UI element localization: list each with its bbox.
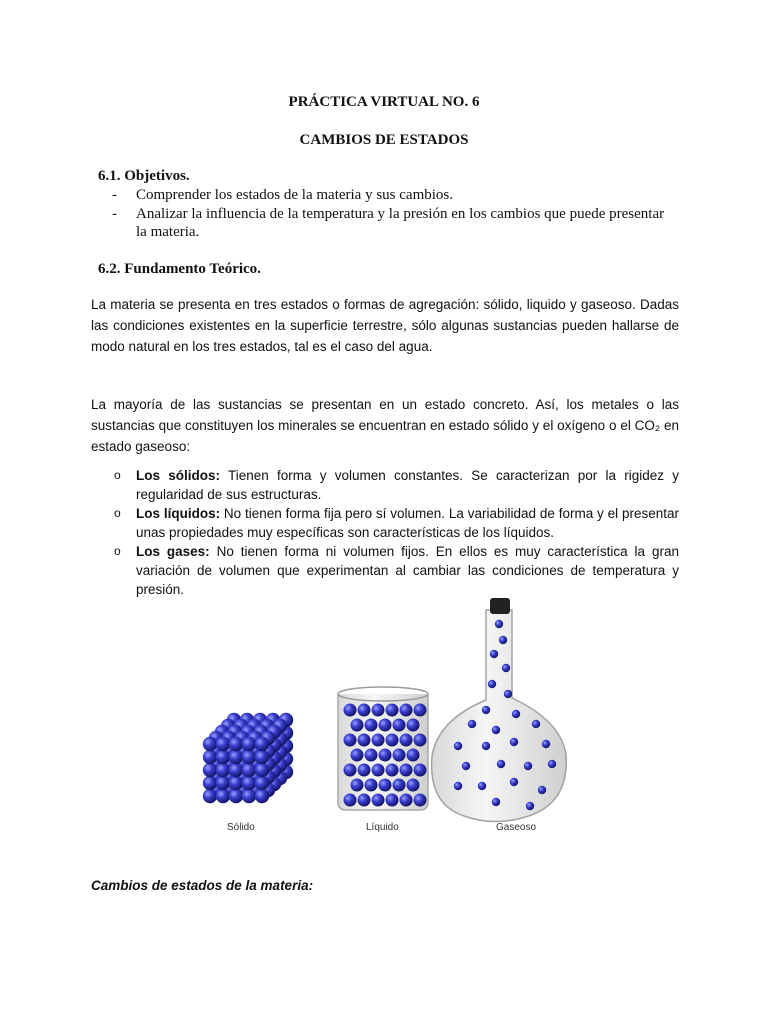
particle <box>216 737 230 751</box>
particle <box>203 789 217 803</box>
particle <box>372 734 385 747</box>
states-of-matter-illustration <box>196 596 576 836</box>
theory-paragraph: La materia se presenta en tres estados o formas de agregación: sólido, liquido y gaseoso. Dadas las condiciones existentes en la superficie terrestre, sólo algunas sustancias pueden hallarse de modo natural en los tres estados, tal es el caso del agua. <box>91 297 679 354</box>
particle <box>242 763 256 777</box>
objectives-heading: 6.1. Objetivos. <box>98 168 190 184</box>
bullet-text: No tienen forma ni volumen fijos. En ellos es muy característica la gran variación de volumen que experimentan al cambiar las condiciones de temperatura y presión. <box>136 544 679 597</box>
particle <box>255 789 269 803</box>
bullet-term: Los gases: <box>136 544 210 559</box>
objective-text: Comprender los estados de la materia y sus cambios. <box>136 187 454 203</box>
particle <box>242 750 256 764</box>
particle <box>358 794 371 807</box>
particle <box>216 789 230 803</box>
particle <box>203 737 217 751</box>
particle <box>203 776 217 790</box>
particle <box>386 764 399 777</box>
particle <box>229 789 243 803</box>
particle <box>344 764 357 777</box>
particle <box>538 786 546 794</box>
particle <box>242 789 256 803</box>
particle <box>407 749 420 762</box>
particle <box>365 719 378 732</box>
particle <box>229 763 243 777</box>
bullet-item <box>112 466 679 504</box>
particle <box>532 720 540 728</box>
particle <box>216 776 230 790</box>
particle <box>492 726 500 734</box>
particle <box>497 760 505 768</box>
bullet-text: No tienen forma fija pero sí volumen. La variabilidad de forma y el presentar unas propiedades muy específicas son características de los líquidos. <box>136 506 679 540</box>
page-title: PRÁCTICA VIRTUAL NO. 6 <box>288 94 480 110</box>
particle <box>372 794 385 807</box>
particle <box>255 750 269 764</box>
particle <box>242 776 256 790</box>
particle <box>229 750 243 764</box>
particle <box>242 737 256 751</box>
particle <box>400 704 413 717</box>
particle <box>351 749 364 762</box>
particle <box>414 764 427 777</box>
particle <box>414 794 427 807</box>
particle <box>499 636 507 644</box>
particle <box>454 782 462 790</box>
particle <box>372 704 385 717</box>
particle <box>468 720 476 728</box>
particle <box>393 779 406 792</box>
bullet-text: Tienen forma y volumen constantes. Se caracterizan por la rigidez y regularidad de sus estructuras. <box>136 468 679 502</box>
particle <box>510 738 518 746</box>
particle <box>495 620 503 628</box>
particle <box>510 778 518 786</box>
particle <box>379 779 392 792</box>
particle <box>365 779 378 792</box>
particle <box>203 763 217 777</box>
list-dash: - <box>112 187 117 203</box>
bullet-mark: o <box>114 544 121 558</box>
particle <box>255 763 269 777</box>
particle <box>542 740 550 748</box>
objective-text: Analizar la influencia de la temperatura y la presión en los cambios que puede presentar la materia. <box>136 206 665 240</box>
objective-item <box>112 205 672 241</box>
list-dash: - <box>112 206 117 222</box>
particle <box>492 798 500 806</box>
particle <box>372 764 385 777</box>
particle <box>454 742 462 750</box>
particle <box>482 706 490 714</box>
particle <box>379 749 392 762</box>
particle <box>386 734 399 747</box>
particle <box>488 680 496 688</box>
particle <box>351 779 364 792</box>
particle <box>504 690 512 698</box>
gas-flask <box>432 598 567 822</box>
particle <box>203 750 217 764</box>
bullet-term: Los líquidos: <box>136 506 221 521</box>
particle <box>386 794 399 807</box>
particle <box>502 664 510 672</box>
particle <box>344 704 357 717</box>
particle <box>393 749 406 762</box>
bullet-term: Los sólidos: <box>136 468 220 483</box>
particle <box>379 719 392 732</box>
particle <box>526 802 534 810</box>
particle <box>386 704 399 717</box>
particle <box>358 764 371 777</box>
section-title: Cambios de estados de la materia: <box>91 878 314 893</box>
particle <box>462 762 470 770</box>
particle <box>478 782 486 790</box>
particle <box>344 734 357 747</box>
bullet-item <box>112 504 679 542</box>
particle <box>229 776 243 790</box>
particle <box>216 750 230 764</box>
particle <box>344 794 357 807</box>
particle <box>407 719 420 732</box>
solid-cube <box>203 713 293 803</box>
bullet-mark: o <box>114 468 121 482</box>
particle <box>524 762 532 770</box>
particle <box>490 650 498 658</box>
particle <box>400 734 413 747</box>
particle <box>216 763 230 777</box>
particle <box>400 794 413 807</box>
particle <box>255 776 269 790</box>
particle <box>548 760 556 768</box>
particle <box>358 704 371 717</box>
objective-item <box>112 186 672 204</box>
theory-paragraph: La mayoría de las sustancias se presentan en un estado concreto. Así, los metales o las sustancias que constituyen los minerales se encuentran en estado sólido y el oxígeno o el CO₂ en estado gaseoso: <box>91 397 679 454</box>
particle <box>255 737 269 751</box>
bullet-mark: o <box>114 506 121 520</box>
particle <box>358 734 371 747</box>
figure-label-gas: Gaseoso <box>496 822 537 833</box>
page-subtitle: CAMBIOS DE ESTADOS <box>299 132 469 148</box>
particle <box>414 734 427 747</box>
liquid-beaker <box>338 687 428 810</box>
particle <box>407 779 420 792</box>
particle <box>229 737 243 751</box>
particle <box>400 764 413 777</box>
bullet-item <box>112 542 679 599</box>
particle <box>482 742 490 750</box>
particle <box>393 719 406 732</box>
particle <box>512 710 520 718</box>
particle <box>365 749 378 762</box>
particle <box>414 704 427 717</box>
figure-label-solid: Sólido <box>227 822 255 833</box>
theory-heading: 6.2. Fundamento Teórico. <box>98 261 261 277</box>
particle <box>351 719 364 732</box>
figure-label-liquid: Líquido <box>366 822 399 833</box>
